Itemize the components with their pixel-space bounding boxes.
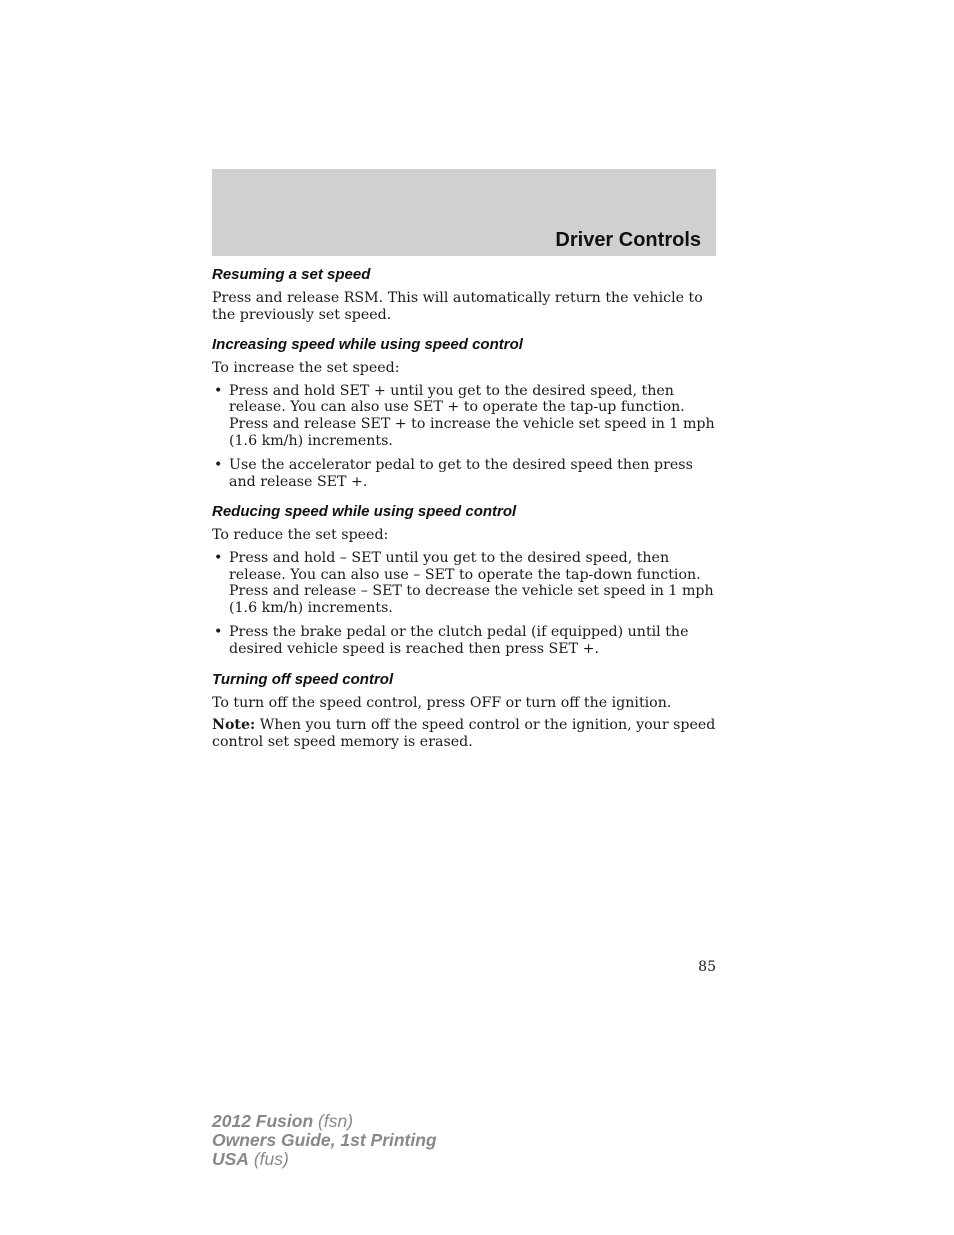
list-item-text: Use the accelerator pedal to get to the desired speed then press and release SET +. bbox=[229, 457, 693, 490]
section-resuming-speed bbox=[212, 266, 716, 323]
section-intro: To reduce the set speed: bbox=[212, 527, 389, 544]
list-item-text: Press and hold SET + until you get to the desired speed, then release. You can also use SET + to operate the tap-up function. Press and release SET + to increase the vehicle set speed in 1 mph (1.6 km/h) increments. bbox=[229, 382, 715, 449]
section-paragraph: To turn off the speed control, press OFF or turn off the ignition. bbox=[212, 694, 672, 711]
footer-line-model bbox=[212, 1112, 437, 1131]
note-paragraph bbox=[212, 717, 716, 750]
footer-model: 2012 Fusion bbox=[212, 1111, 314, 1131]
section-heading: Turning off speed control bbox=[212, 670, 394, 688]
section-heading: Reducing speed while using speed control bbox=[212, 503, 517, 521]
footer-line-market bbox=[212, 1150, 437, 1169]
section-turning-off bbox=[212, 671, 716, 751]
section-heading: Increasing speed while using speed control bbox=[212, 336, 523, 354]
footer-model-code: (fsn) bbox=[313, 1111, 354, 1131]
list-item bbox=[212, 624, 716, 657]
bullet-list bbox=[212, 550, 716, 658]
footer-guide: Owners Guide, 1st Printing bbox=[212, 1130, 437, 1150]
bullet-list bbox=[212, 383, 716, 491]
bullet-icon: • bbox=[214, 382, 223, 399]
page-content bbox=[212, 266, 716, 763]
note-label: Note: bbox=[212, 717, 256, 734]
footer-line-guide bbox=[212, 1131, 437, 1150]
page-number: 85 bbox=[698, 959, 716, 975]
chapter-title: Driver Controls bbox=[555, 229, 701, 251]
document-footer bbox=[212, 1112, 437, 1169]
section-reducing-speed bbox=[212, 503, 716, 657]
section-heading: Resuming a set speed bbox=[212, 266, 371, 283]
note-text: When you turn off the speed control or the ignition, your speed control set speed memory is erased. bbox=[212, 717, 716, 750]
section-paragraph: Press and release RSM. This will automatically return the vehicle to the previously set speed. bbox=[212, 290, 703, 323]
bullet-icon: • bbox=[214, 624, 223, 641]
list-item bbox=[212, 457, 716, 490]
chapter-header-band bbox=[212, 169, 716, 256]
list-item bbox=[212, 383, 716, 449]
footer-market-code: (fus) bbox=[248, 1149, 289, 1169]
list-item bbox=[212, 550, 716, 616]
footer-market: USA bbox=[212, 1149, 249, 1169]
bullet-icon: • bbox=[214, 549, 223, 566]
section-intro: To increase the set speed: bbox=[212, 360, 400, 377]
list-item-text: Press and hold – SET until you get to the desired speed, then release. You can also use – SET to operate the tap-down function. Press and release – SET to decrease the vehicle set speed in 1 mph (1.6 km/h) increments. bbox=[229, 549, 714, 616]
list-item-text: Press the brake pedal or the clutch pedal (if equipped) until the desired vehicle speed is reached then press SET +. bbox=[229, 624, 689, 657]
section-increasing-speed bbox=[212, 336, 716, 490]
bullet-icon: • bbox=[214, 457, 223, 474]
